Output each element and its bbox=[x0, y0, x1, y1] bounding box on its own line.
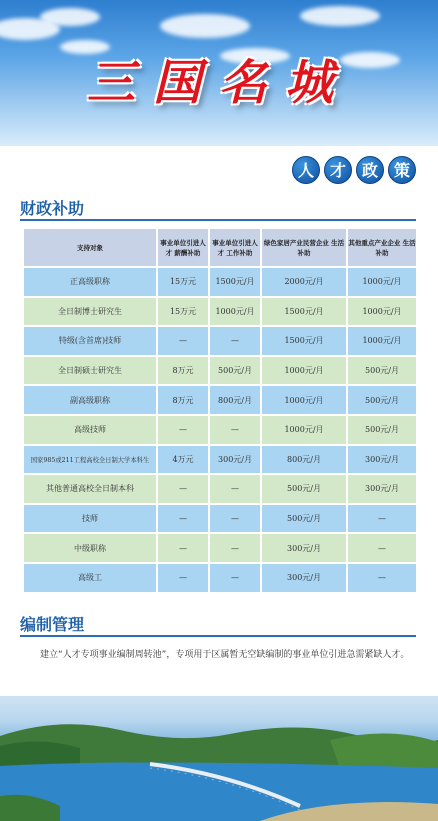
table-cell: 1000元/月 bbox=[261, 415, 347, 445]
table-cell: — bbox=[209, 504, 261, 534]
table-cell: — bbox=[347, 504, 417, 534]
table-row bbox=[23, 445, 417, 475]
table-cell: — bbox=[157, 563, 209, 593]
staffing-heading: 编制管理 bbox=[20, 615, 85, 634]
table-cell: — bbox=[209, 415, 261, 445]
table-row bbox=[23, 474, 417, 504]
table-row bbox=[23, 267, 417, 297]
table-cell: 全日制博士研究生 bbox=[23, 297, 157, 327]
table-cell: 高级技师 bbox=[23, 415, 157, 445]
table-cell: 全日制硕士研究生 bbox=[23, 356, 157, 386]
table-cell: 高级工 bbox=[23, 563, 157, 593]
table-cell: — bbox=[209, 563, 261, 593]
table-cell: 15万元 bbox=[157, 267, 209, 297]
table-cell: 15万元 bbox=[157, 297, 209, 327]
table-cell: — bbox=[157, 474, 209, 504]
policy-char: 人 bbox=[292, 156, 320, 184]
table-cell: — bbox=[157, 533, 209, 563]
cloud bbox=[40, 8, 100, 26]
table-cell: 副高级职称 bbox=[23, 385, 157, 415]
table-cell: 正高级职称 bbox=[23, 267, 157, 297]
table-row bbox=[23, 533, 417, 563]
column-header: 绿色家居产业民营企业 生活补助 bbox=[261, 228, 347, 267]
table-cell: 300元/月 bbox=[261, 533, 347, 563]
table-row bbox=[23, 504, 417, 534]
table-cell: 500元/月 bbox=[347, 415, 417, 445]
table-cell: 500元/月 bbox=[261, 504, 347, 534]
column-header: 其他重点产业企业 生活补助 bbox=[347, 228, 417, 267]
table-cell: 1000元/月 bbox=[261, 356, 347, 386]
table-cell: 300元/月 bbox=[347, 474, 417, 504]
table-cell: — bbox=[347, 563, 417, 593]
cloud bbox=[160, 14, 250, 38]
table-cell: — bbox=[157, 326, 209, 356]
table-cell: 800元/月 bbox=[261, 445, 347, 475]
table-cell: 中级职称 bbox=[23, 533, 157, 563]
subsidy-table bbox=[22, 227, 416, 594]
policy-char: 政 bbox=[356, 156, 384, 184]
finance-heading: 财政补助 bbox=[20, 199, 85, 218]
table-cell: 500元/月 bbox=[347, 356, 417, 386]
table-cell: 1000元/月 bbox=[347, 326, 417, 356]
table-row bbox=[23, 385, 417, 415]
table-cell: 8万元 bbox=[157, 385, 209, 415]
table-row bbox=[23, 415, 417, 445]
table-cell: 国家985或211工程高校全日制大学本科生 bbox=[23, 445, 157, 475]
column-header: 事业单位引进人才 工作补助 bbox=[209, 228, 261, 267]
table-cell: 300元/月 bbox=[209, 445, 261, 475]
page-title: 三国名城 bbox=[86, 55, 351, 111]
table-cell: 1000元/月 bbox=[209, 297, 261, 327]
table-cell: 1000元/月 bbox=[347, 267, 417, 297]
table-cell: — bbox=[209, 326, 261, 356]
table-cell: 500元/月 bbox=[261, 474, 347, 504]
table-row bbox=[23, 326, 417, 356]
table-cell: — bbox=[157, 504, 209, 534]
staffing-divider bbox=[20, 635, 416, 637]
staffing-text: 建立“人才专项事业编制周转池”，专项用于区属暂无空缺编制的事业单位引进急需紧缺人才。 bbox=[40, 650, 410, 660]
table-cell: 300元/月 bbox=[261, 563, 347, 593]
column-header: 事业单位引进人才 薪酬补助 bbox=[157, 228, 209, 267]
table-cell: 1000元/月 bbox=[347, 297, 417, 327]
column-header: 支持对象 bbox=[23, 228, 157, 267]
finance-divider bbox=[20, 219, 416, 221]
table-cell: 500元/月 bbox=[209, 356, 261, 386]
table-cell: 2000元/月 bbox=[261, 267, 347, 297]
table-cell: 8万元 bbox=[157, 356, 209, 386]
table-cell: 300元/月 bbox=[347, 445, 417, 475]
table-cell: 800元/月 bbox=[209, 385, 261, 415]
table-cell: 4万元 bbox=[157, 445, 209, 475]
table-cell: 1000元/月 bbox=[261, 385, 347, 415]
policy-char: 才 bbox=[324, 156, 352, 184]
table-row bbox=[23, 297, 417, 327]
table-cell: 1500元/月 bbox=[261, 326, 347, 356]
header-banner bbox=[0, 0, 438, 146]
cloud bbox=[300, 6, 380, 26]
table-cell: — bbox=[157, 415, 209, 445]
table-cell: 其他普通高校全日制本科 bbox=[23, 474, 157, 504]
table-row bbox=[23, 356, 417, 386]
table-cell: 技师 bbox=[23, 504, 157, 534]
table-cell: 特级(含首席)技师 bbox=[23, 326, 157, 356]
table-cell: — bbox=[347, 533, 417, 563]
table-cell: — bbox=[209, 474, 261, 504]
table-cell: 1500元/月 bbox=[209, 267, 261, 297]
table-cell: — bbox=[209, 533, 261, 563]
lake-bridge-illustration bbox=[0, 696, 438, 821]
policy-char: 策 bbox=[388, 156, 416, 184]
talent-policy-badge bbox=[292, 156, 416, 186]
table-header-row bbox=[23, 228, 417, 267]
table-cell: 500元/月 bbox=[347, 385, 417, 415]
table-cell: 1500元/月 bbox=[261, 297, 347, 327]
landscape-photo bbox=[0, 696, 438, 821]
table-row bbox=[23, 563, 417, 593]
